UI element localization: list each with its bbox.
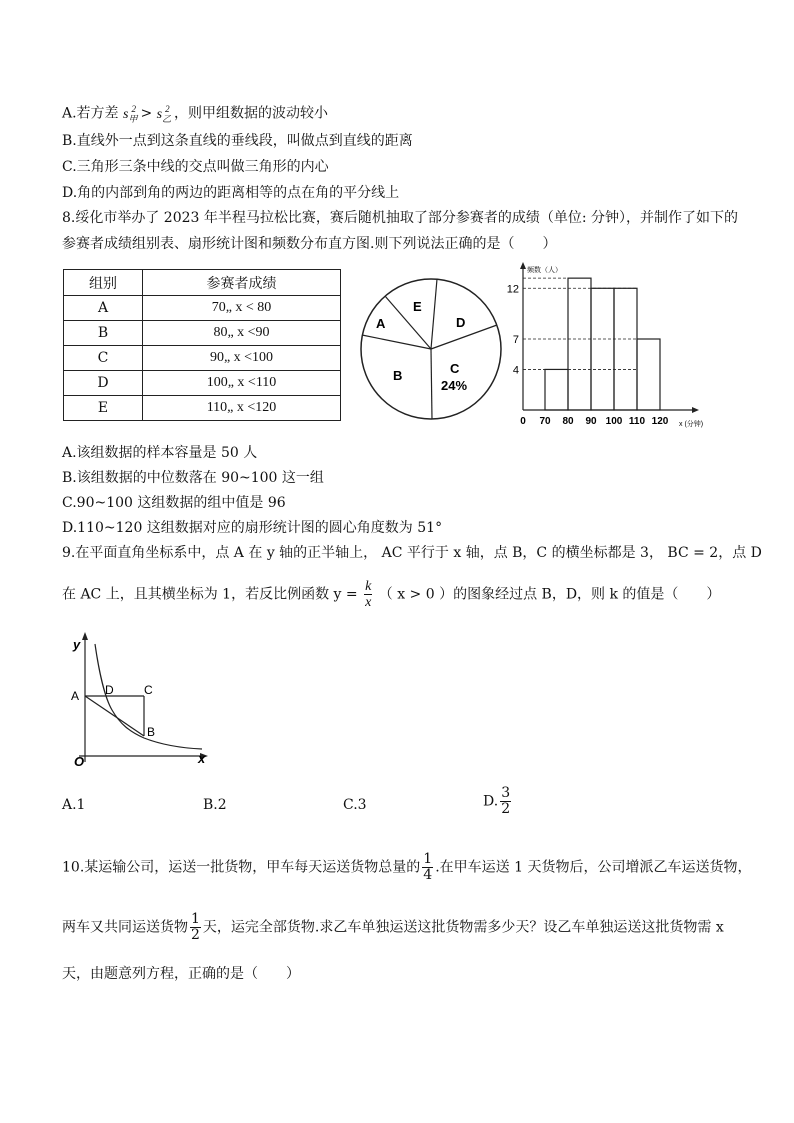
table-header-row <box>64 270 341 296</box>
table-row <box>64 296 341 321</box>
q9-option-a: A.1 <box>62 797 86 813</box>
variance-jia: $s_甲^2$ <box>123 104 138 124</box>
y-axis-arrow <box>520 262 526 269</box>
graph-label-y: y <box>73 637 81 652</box>
histogram-bar <box>614 288 637 410</box>
group-cell: B <box>64 321 143 346</box>
q7-option-b: B.直线外一点到这条直线的垂线段，叫做点到直线的距离 <box>62 133 413 149</box>
x-tick-label: 70 <box>539 416 551 427</box>
k-over-x-fraction: $\frac{k}{x}$ <box>365 579 372 610</box>
q7-a-prefix: A.若方差 <box>62 105 119 122</box>
histogram-bar <box>545 369 568 410</box>
graph-label-d: D <box>105 683 114 697</box>
histogram-bar <box>568 278 591 410</box>
q7-a-suffix: ，则甲组数据的波动较小 <box>174 105 329 122</box>
y-tick-label: 7 <box>512 334 519 346</box>
q8-option-b: B.该组数据的中位数落在 90~100 这一组 <box>62 470 324 486</box>
table-row <box>64 396 341 421</box>
group-cell: C <box>64 346 143 371</box>
range-cell: 70„ x < 80 <box>143 296 341 321</box>
pie-chart <box>356 264 506 424</box>
table-row <box>64 321 341 346</box>
pie-label-a: A <box>376 316 386 331</box>
variance-yi: $s_乙^2$ <box>156 104 172 124</box>
q10-stem-line1: 10.某运输公司，运送一批货物，甲车每天运送货物总量的 $\frac{1}{4}$ .在甲车运送 1 天货物后，公司增派乙车运送货物， <box>62 851 752 883</box>
graph-label-a: A <box>71 689 80 703</box>
q9-stem-line2: 在 AC 上，且其横坐标为 1，若反比例函数 y = $\frac{k}{x}$ （ x > 0 ）的图象经过点 B，D，则 k 的值是（ ） <box>62 579 721 610</box>
q10-stem-line3: 天，由题意列方程，正确的是（ ） <box>62 966 300 982</box>
score-group-table <box>63 269 341 421</box>
x-axis-arrow <box>692 407 699 413</box>
table-header: 组别 <box>64 270 143 296</box>
pie-label-e: E <box>413 299 422 314</box>
x-tick-label: 0 <box>520 416 526 427</box>
histogram-bar <box>637 339 660 410</box>
pie-label-c-percent: 24% <box>441 378 468 393</box>
q7-option-a <box>62 99 328 128</box>
q9-option-c: C.3 <box>343 797 367 813</box>
group-cell: E <box>64 396 143 421</box>
pie-label-d: D <box>456 315 466 330</box>
three-halves-fraction: $\frac{3}{2}$ <box>501 785 511 817</box>
pie-label-b: B <box>393 368 403 383</box>
q9-option-b: B.2 <box>203 797 227 813</box>
one-half-fraction: $\frac{1}{2}$ <box>191 911 200 943</box>
x-tick-label: 110 <box>628 416 646 427</box>
pie-label-c: C <box>450 361 460 376</box>
table-header: 参赛者成绩 <box>143 270 341 296</box>
q7-option-c: C.三角形三条中线的交点叫做三角形的内心 <box>62 159 329 175</box>
inverse-function-graph <box>62 632 212 772</box>
q7-option-d: D.角的内部到角的两边的距离相等的点在角的平分线上 <box>62 185 400 201</box>
pie-divider <box>431 279 437 349</box>
graph-label-b: B <box>147 725 156 739</box>
table-row <box>64 371 341 396</box>
x-tick-label: 100 <box>605 416 623 427</box>
q8-stem-line1: 8.绥化市举办了 2023 年半程马拉松比赛，赛后随机抽取了部分参赛者的成绩（单位: 分钟），并制作了如下的 <box>62 210 739 226</box>
y-axis-arrow <box>82 632 88 640</box>
histogram-bar <box>591 288 614 410</box>
group-cell: A <box>64 296 143 321</box>
x-tick-label: 120 <box>651 416 669 427</box>
x-tick-label: 80 <box>562 416 574 427</box>
q8-option-c: C.90~100 这组数据的组中值是 96 <box>62 495 286 511</box>
x-axis-label: x (分钟) <box>679 421 704 428</box>
q9-option-d: D. $\frac{3}{2}$ <box>483 785 511 817</box>
one-quarter-fraction: $\frac{1}{4}$ <box>423 851 433 883</box>
q9-stem-line1: 9.在平面直角坐标系中，点 A 在 y 轴的正半轴上， AC 平行于 x 轴，点 B，C 的横坐标都是 3， BC = 2，点 D <box>62 545 762 561</box>
y-tick-label: 4 <box>512 364 519 377</box>
q8-option-d: D.110~120 这组数据对应的扇形统计图的圆心角度数为 51° <box>62 520 443 536</box>
frequency-histogram <box>505 258 730 430</box>
table-row <box>64 346 341 371</box>
y-tick-label: 12 <box>506 283 519 296</box>
range-cell: 110„ x <120 <box>143 396 341 421</box>
segment-ab <box>85 696 144 736</box>
graph-label-o: O <box>74 754 85 769</box>
y-axis-label: 频数（人） <box>527 267 562 274</box>
q8-option-a: A.该组数据的样本容量是 50 人 <box>62 445 258 461</box>
pie-divider <box>431 349 432 419</box>
range-cell: 90„ x <100 <box>143 346 341 371</box>
q8-stem-line2: 参赛者成绩组别表、扇形统计图和频数分布直方图.则下列说法正确的是（ ） <box>62 236 557 252</box>
q10-stem-line2: 两车又共同运送货物 $\frac{1}{2}$ 天，运完全部货物.求乙车单独运送这批货物需多少天？设乙车单独运送这批货物需 x <box>62 911 724 943</box>
graph-label-x: x <box>198 751 206 766</box>
range-cell: 80„ x <90 <box>143 321 341 346</box>
graph-label-c: C <box>144 683 153 697</box>
gt-sign: > <box>140 105 153 122</box>
range-cell: 100„ x <110 <box>143 371 341 396</box>
x-tick-label: 90 <box>585 416 597 427</box>
group-cell: D <box>64 371 143 396</box>
